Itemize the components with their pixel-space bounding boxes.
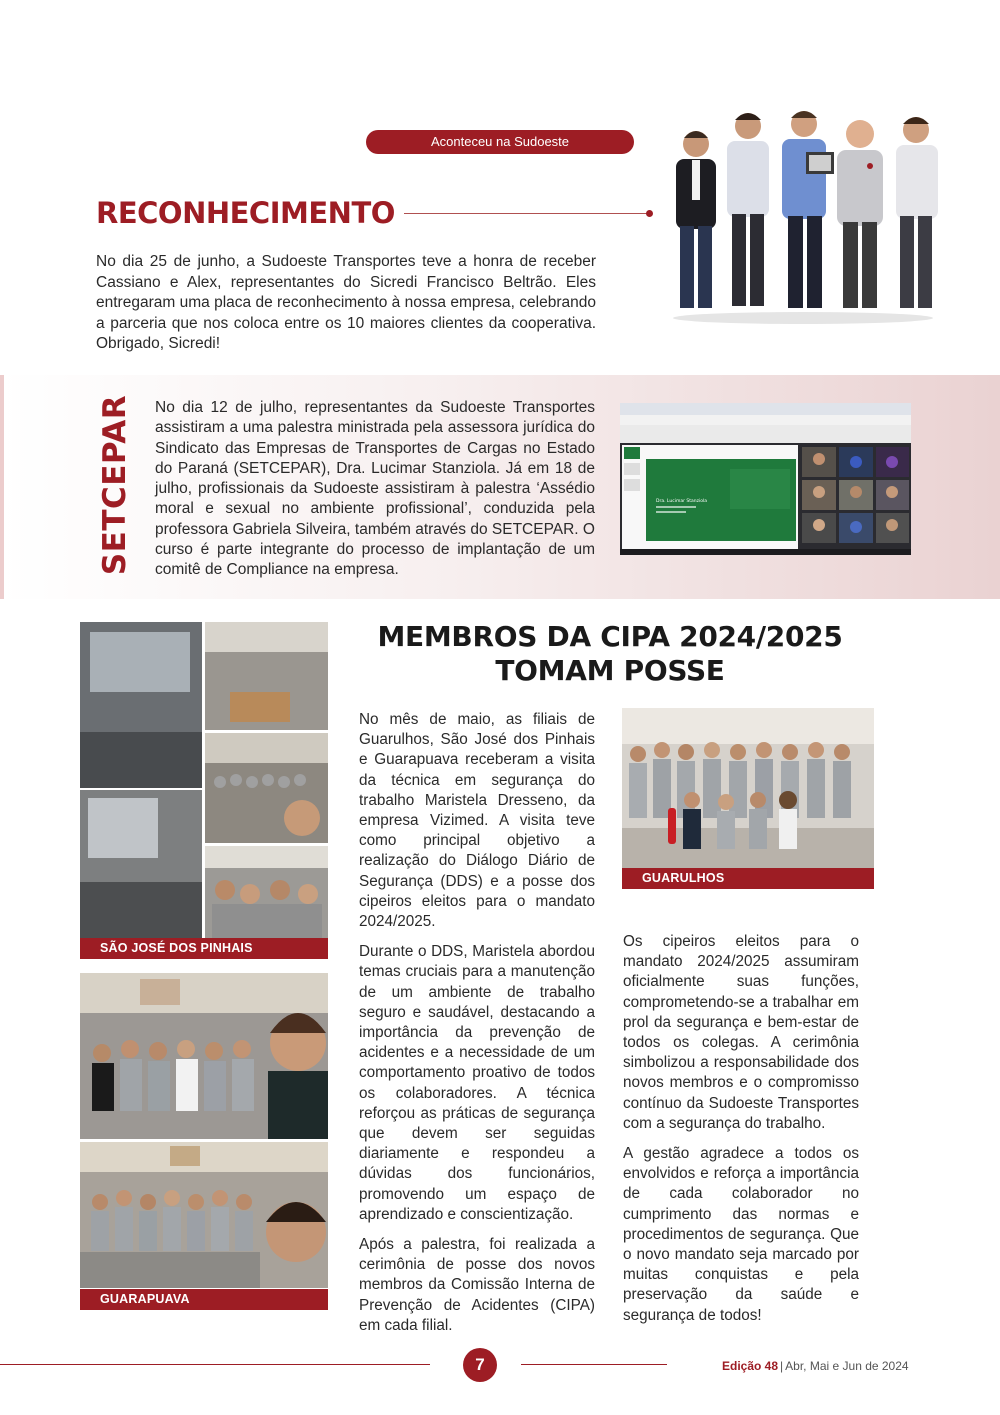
cipa-paragraph: Após a palestra, foi realizada a cerimônia de posse dos novos membros da Comissão Interna de Prevenção de Acidentes (CIPA) em cada filial. — [359, 1236, 595, 1334]
caption-guarulhos: GUARULHOS — [622, 868, 874, 889]
caption-sao-jose: SÃO JOSÉ DOS PINHAIS — [80, 938, 328, 959]
video-call-screenshot — [620, 403, 911, 555]
cipa-paragraph: Os cipeiros eleitos para o mandato 2024/2025 assumiram oficialmente suas funções, comprometendo-se a trabalhar em prol da segurança e bem-estar de todos os colegas. A cerimônia simbolizou a responsabilidade dos novos membros e o compromisso contínuo da Sudoeste Transportes com a segurança do trabalho. — [623, 933, 859, 1132]
edition-date: Abr, Mai e Jun de 2024 — [785, 1359, 909, 1373]
cipa-title-line2: TOMAM POSSE — [495, 654, 725, 687]
setcepar-title-text: SETCEPAR — [97, 394, 133, 576]
cipa-title — [350, 620, 870, 688]
cipa-title-line1: MEMBROS DA CIPA 2024/2025 — [377, 620, 843, 653]
slide-presenter-name: Dra. Lucimar Stanziola — [656, 499, 707, 504]
cipa-paragraph: A gestão agradece a todos os envolvidos e reforça a importância de cada colaborador no cumprimento das normas e procedimentos de segurança. Que o novo mandato seja marcado por muitas conquistas e pela preservação da saúde e segurança de todos! — [623, 1145, 859, 1324]
group-photo-2 — [80, 973, 328, 1139]
cipa-paragraph: No mês de maio, as filiais de Guarulhos, São José dos Pinhais e Guarapuava receberam a visita da técnica em segurança do trabalho Maristela Dresseno, da empresa Vizimed. A visita teve como principal objetivo a realização do Diálogo Diário de Segurança (DDS) e a posse dos cipeiros eleitos para o mandato 2024/2025. — [359, 711, 595, 931]
cipa-paragraph: Durante o DDS, Maristela abordou temas cruciais para a manutenção de um ambiente de trabalho seguro e saudável, destacando a importância da prevenção de acidentes e a necessidade de um comportamento proativo de todos os colaboradores. A técnica reforçou as práticas de segurança que devem ser seguidas diariamente e respondeu a dúvidas dos funcionários, promovendo um espaço de aprendizado e conscientização. — [359, 943, 595, 1223]
edition-info: Edição 48 | Abr, Mai e Jun de 2024 — [722, 1359, 909, 1373]
recognition-title: RECONHECIMENTO — [96, 196, 395, 230]
cipa-text-column-2 — [623, 932, 859, 1336]
section-label: Aconteceu na Sudoeste — [366, 130, 634, 154]
title-divider — [404, 213, 650, 214]
setcepar-text: No dia 12 de julho, representantes da Sudoeste Transportes assistiram a uma palestra ministrada pela assessora jurídica do Sindicato das Empresas de Transportes de Cargas no Estado do Paraná (SETCEPAR), Dra. Lucimar Stanziola. Já em 18 de julho, profissionais da Sudoeste assistiram à palestra ‘Assédio moral e sexual no ambiente profissional’, conduzida pela professora Gabriela Silveira, também através do SETCEPAR. O curso é parte integrante do processo de implantação de um comitê de Compliance na empresa. — [155, 399, 595, 579]
footer-line-left — [0, 1364, 430, 1365]
caption-guarapuava: GUARAPUAVA — [80, 1289, 328, 1310]
guarulhos-photo — [622, 708, 874, 868]
recognition-text: No dia 25 de junho, a Sudoeste Transportes teve a honra de receber Cassiano e Alex, representantes do Sicredi Francisco Beltrão. Eles entregaram uma placa de reconhecimento à nossa empresa, celebrando a parceria que nos coloca entre os 10 maiores clientes da cooperativa. Obrigado, Sicredi! — [96, 253, 596, 352]
setcepar-title — [93, 390, 137, 580]
edition-number: Edição 48 — [722, 1359, 779, 1373]
recognition-photo — [662, 104, 944, 330]
cipa-text-column-1 — [359, 710, 595, 1346]
sjp-photo-collage — [80, 622, 328, 938]
band-accent — [0, 375, 4, 599]
footer-line-right — [521, 1364, 667, 1365]
page-number: 7 — [463, 1348, 497, 1382]
guarapuava-photo — [80, 1142, 328, 1288]
divider-dot — [646, 210, 653, 217]
